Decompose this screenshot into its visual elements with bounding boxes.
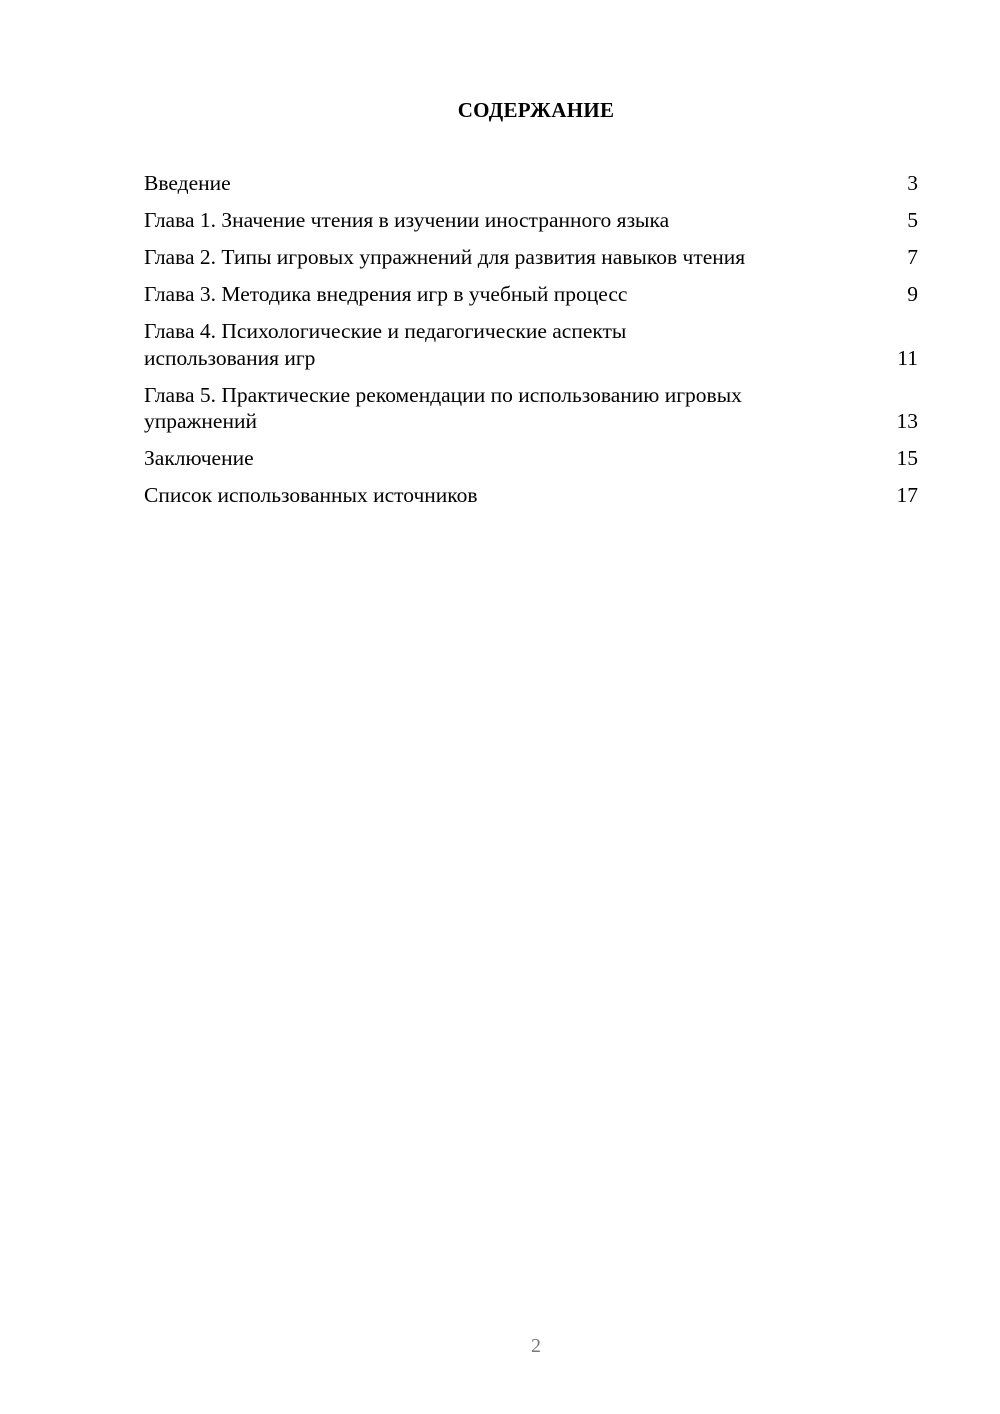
toc-entry-text: Введение — [144, 171, 231, 195]
toc-entry-page: 7 — [907, 245, 918, 269]
page-number: 2 — [531, 1335, 541, 1357]
toc-entry-text: Глава 5. Практические рекомендации по использованию игровых упражнений — [144, 382, 742, 433]
toc-entry-chapter-2 — [144, 244, 918, 271]
toc-entry-text: Глава 1. Значение чтения в изучении иностранного языка — [144, 208, 670, 232]
toc-entry-text: Список использованных источников — [144, 483, 478, 507]
toc-entry-chapter-4 — [144, 318, 918, 371]
page-title: СОДЕРЖАНИЕ — [457, 98, 615, 122]
toc-entry-page: 15 — [896, 446, 918, 470]
toc-entry-page: 17 — [896, 483, 918, 507]
toc-entry-chapter-1 — [144, 207, 918, 234]
toc-entry-text: Глава 4. Психологические и педагогические аспекты использования игр — [144, 319, 627, 370]
toc-entry-introduction — [144, 170, 918, 197]
table-of-contents — [144, 170, 918, 519]
toc-entry-conclusion — [144, 445, 918, 472]
toc-entry-page: 13 — [896, 409, 918, 433]
toc-entry-chapter-5 — [144, 382, 918, 435]
toc-entry-references — [144, 482, 918, 509]
toc-entry-page: 3 — [907, 171, 918, 195]
toc-entry-text: Глава 3. Методика внедрения игр в учебный процесс — [144, 282, 628, 306]
toc-entry-chapter-3 — [144, 281, 918, 308]
toc-entry-page: 11 — [897, 345, 918, 370]
toc-entry-text: Глава 2. Типы игровых упражнений для развития навыков чтения — [144, 245, 746, 269]
toc-entry-page: 5 — [907, 208, 918, 232]
toc-entry-page: 9 — [907, 282, 918, 306]
toc-entry-text: Заключение — [144, 446, 254, 470]
